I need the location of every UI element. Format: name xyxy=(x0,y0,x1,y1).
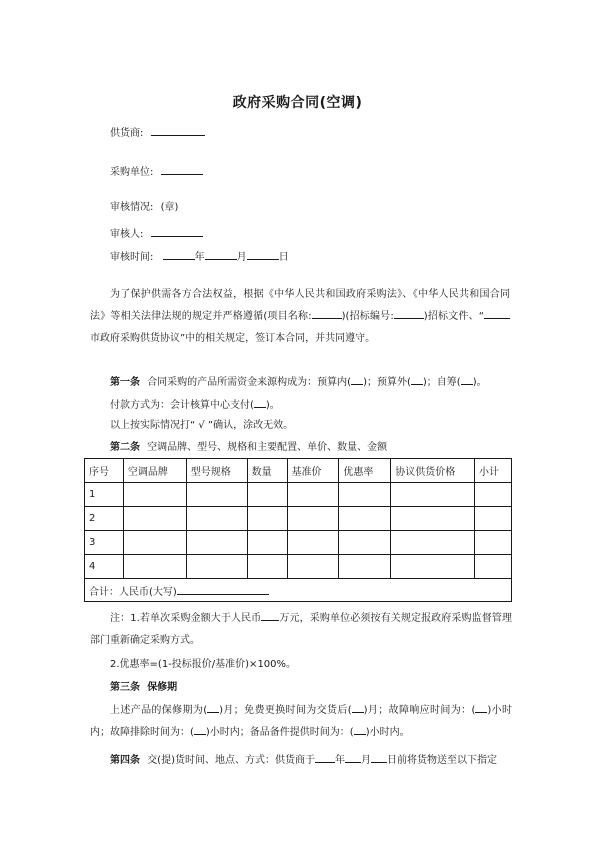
warranty-text-e: )小时内；备品备件提供时间为：( xyxy=(205,727,354,738)
purchaser-blank xyxy=(161,163,203,175)
day-blank xyxy=(247,248,279,260)
article4-text-c: 月 xyxy=(361,755,371,766)
intro-text-1: 为了保护供需各方合法权益，根据《中华人民共和国政府采购法》、《中华人民共和国合同法》等相关法律法规的规定并严格遵循(项目名称: xyxy=(90,289,510,322)
table-cell xyxy=(186,531,247,555)
table-cell xyxy=(391,483,475,507)
intro-text-2: )(招标编号: xyxy=(341,311,394,322)
table-cell xyxy=(186,507,247,531)
table-cell xyxy=(475,555,512,579)
payment-method xyxy=(110,396,280,413)
table-header-cell: 协议供货价格 xyxy=(391,459,475,483)
warranty-text-c: )月；故障响应时间为：( xyxy=(363,705,476,716)
delivery-day-blank xyxy=(371,751,387,763)
table-cell xyxy=(391,531,475,555)
supplier-label: 供货商: xyxy=(110,128,144,139)
self-funded-blank xyxy=(461,373,473,385)
table-cell xyxy=(186,555,247,579)
month-label: 月 xyxy=(236,252,247,263)
review-time-label: 审核时间: xyxy=(110,252,154,263)
reviewer-field xyxy=(110,225,203,242)
table-row xyxy=(85,507,512,531)
table-header-cell: 数量 xyxy=(247,459,287,483)
warranty-text-a: 上述产品的保修期为( xyxy=(110,705,208,716)
article4-line xyxy=(110,751,497,768)
table-cell xyxy=(123,483,186,507)
table-cell xyxy=(339,507,391,531)
city-blank xyxy=(484,307,510,319)
table-header-cell: 型号规格 xyxy=(186,459,247,483)
day-label: 日 xyxy=(278,252,289,263)
year-label: 年 xyxy=(194,252,205,263)
table-cell xyxy=(247,555,287,579)
warranty-text-f: )小时内。 xyxy=(365,727,410,738)
table-header-cell: 优惠率 xyxy=(339,459,391,483)
check-note: 以上按实际情况打“ √ ”确认，涂改无效。 xyxy=(110,420,294,431)
table-cell xyxy=(123,507,186,531)
table-cell xyxy=(247,483,287,507)
table-cell xyxy=(123,531,186,555)
month-blank xyxy=(205,248,237,260)
article1-text-a: 合同采购的产品所需资金来源构成为：预算内( xyxy=(147,377,352,388)
table-cell xyxy=(475,507,512,531)
review-status-value: (章) xyxy=(160,202,179,213)
article4-text-a: 交(提)货时间、地点、方式：供货商于 xyxy=(147,755,315,766)
row-number: 3 xyxy=(85,531,124,555)
budget-out-blank xyxy=(411,373,423,385)
table-header-cell: 小计 xyxy=(475,459,512,483)
table-row xyxy=(85,483,512,507)
total-amount-blank xyxy=(177,583,269,595)
article3-heading: 第三条 xyxy=(110,682,140,693)
row-number: 4 xyxy=(85,555,124,579)
article4-text-b: 年 xyxy=(335,755,345,766)
table-cell xyxy=(287,555,339,579)
table-row xyxy=(85,555,512,579)
intro-paragraph xyxy=(90,284,510,350)
payment-blank xyxy=(254,396,266,408)
spec-table xyxy=(84,458,512,602)
payment-text-a: 付款方式为：会计核算中心支付( xyxy=(110,400,254,411)
table-cell xyxy=(186,483,247,507)
purchaser-label: 采购单位: xyxy=(110,167,154,178)
year-blank xyxy=(163,248,195,260)
table-cell xyxy=(247,507,287,531)
warranty-months-blank xyxy=(207,701,219,713)
amount-threshold-blank xyxy=(261,609,279,621)
review-time-field xyxy=(110,248,289,265)
table-cell xyxy=(475,483,512,507)
table-cell xyxy=(339,483,391,507)
delivery-month-blank xyxy=(345,751,361,763)
review-status-field xyxy=(110,201,178,215)
supplier-blank xyxy=(151,124,205,136)
article1-text-c: )；自筹( xyxy=(422,377,461,388)
table-cell xyxy=(391,555,475,579)
tender-number-blank xyxy=(394,307,424,319)
table-cell xyxy=(287,507,339,531)
supplier-field xyxy=(110,124,205,141)
note1-text-a: 注：1.若单次采购金额大于人民币 xyxy=(110,613,262,624)
total-cell xyxy=(85,579,512,602)
table-cell xyxy=(287,531,339,555)
article1-text-d: )。 xyxy=(472,377,487,388)
repair-hours-blank xyxy=(194,723,206,735)
table-cell xyxy=(475,531,512,555)
intro-text-3: )招标文件、“ xyxy=(423,311,484,322)
purchaser-field xyxy=(110,163,203,180)
article1-heading: 第一条 xyxy=(110,377,140,388)
article2-heading: 第二条 xyxy=(110,442,140,453)
article2-line xyxy=(110,441,387,455)
table-header-cell: 空调品牌 xyxy=(123,459,186,483)
reviewer-label: 审核人: xyxy=(110,229,144,240)
warranty-text-b: )月；免费更换时间为交货后( xyxy=(219,705,352,716)
article3-title: 保修期 xyxy=(147,682,178,693)
article4-heading: 第四条 xyxy=(110,755,140,766)
table-header-cell: 基准价 xyxy=(287,459,339,483)
table-cell xyxy=(339,531,391,555)
article1-text-b: )；预算外( xyxy=(363,377,411,388)
table-cell xyxy=(287,483,339,507)
article3-line xyxy=(110,681,177,695)
reviewer-blank xyxy=(151,225,203,237)
project-name-blank xyxy=(312,307,342,319)
table-cell xyxy=(391,507,475,531)
budget-in-blank xyxy=(351,373,363,385)
table-header-cell: 序号 xyxy=(85,459,124,483)
row-number: 1 xyxy=(85,483,124,507)
total-label: 合计：人民币(大写) xyxy=(89,586,177,598)
warranty-paragraph xyxy=(90,700,512,744)
note-1 xyxy=(90,608,512,652)
table-cell xyxy=(247,531,287,555)
intro-text-4: 市政府采购供货协议”中的相关规定，签订本合同，并共同遵守。 xyxy=(90,333,376,344)
table-total-row xyxy=(85,579,512,602)
payment-text-b: )。 xyxy=(265,400,280,411)
table-cell xyxy=(339,555,391,579)
article1-funding xyxy=(110,373,487,390)
article4-text-d: 日前将货物送至以下指定 xyxy=(387,755,497,766)
table-header-row xyxy=(85,459,512,483)
replacement-months-blank xyxy=(352,701,364,713)
spare-parts-hours-blank xyxy=(354,723,366,735)
warranty-text-d: )小时内；故障排除时间为：( xyxy=(90,705,512,738)
row-number: 2 xyxy=(85,507,124,531)
delivery-year-blank xyxy=(315,751,335,763)
table-row xyxy=(85,531,512,555)
article2-text: 空调品牌、型号、规格和主要配置、单价、数量、金额 xyxy=(147,442,388,453)
note-2: 2.优惠率=(1-投标报价/基准价)×100%。 xyxy=(110,659,297,670)
document-title: 政府采购合同(空调) xyxy=(232,95,363,111)
response-hours-blank xyxy=(475,701,487,713)
review-status-label: 审核情况: xyxy=(110,202,154,213)
table-cell xyxy=(123,555,186,579)
note1-text-b: 万元，采购单位必须按有关规定报政府采购监督管理部门重新确定采购方式。 xyxy=(90,613,513,646)
